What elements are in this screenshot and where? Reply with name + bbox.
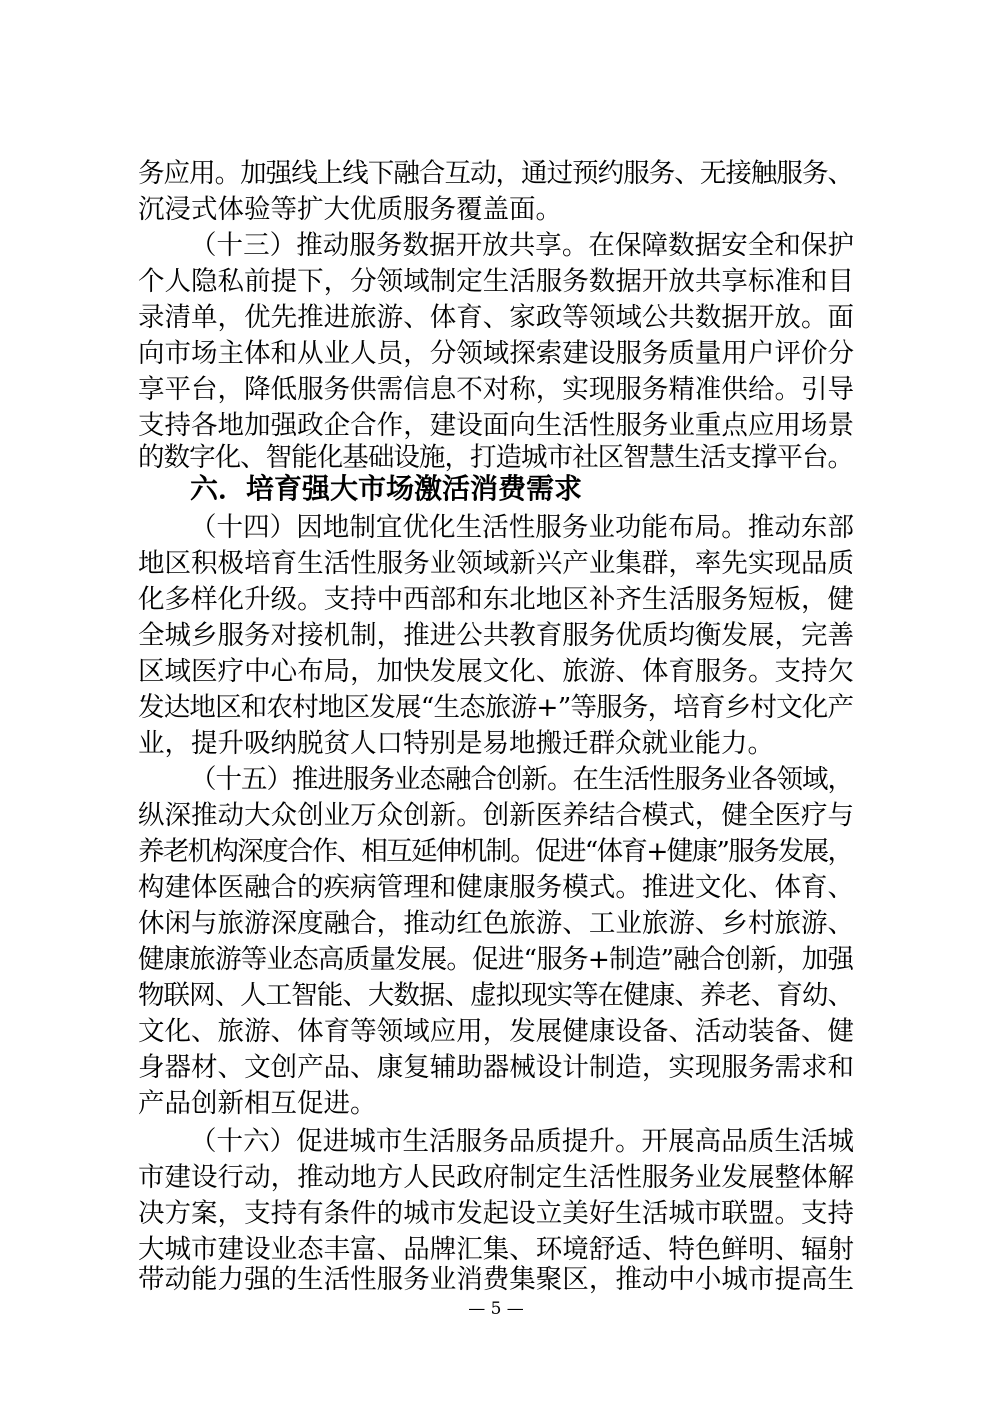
body-text-line: 务应用。加强线上线下融合互动，通过预约服务、无接触服务、	[138, 158, 854, 189]
body-text-line: 个人隐私前提下，分领域制定生活服务数据开放共享标准和目	[138, 266, 854, 297]
body-text-line: 化多样化升级。支持中西部和东北地区补齐生活服务短板，健	[138, 584, 854, 615]
body-text-line: 的数字化、智能化基础设施，打造城市社区智慧生活支撑平台。	[138, 442, 854, 473]
body-text-line: 产品创新相互促进。	[138, 1088, 377, 1119]
body-text-line: （十四）因地制宜优化生活性服务业功能布局。推动东部	[190, 512, 854, 543]
body-text-line: （十三）推动服务数据开放共享。在保障数据安全和保护	[190, 230, 854, 261]
body-text-line: （十五）推进服务业态融合创新。在生活性服务业各领域，	[190, 764, 853, 795]
body-text-line: 业，提升吸纳脱贫人口特别是易地搬迁群众就业能力。	[138, 728, 774, 759]
body-text-line: 发达地区和农村地区发展“生态旅游+”等服务，培育乡村文化产	[138, 692, 854, 723]
body-text-line: 决方案，支持有条件的城市发起设立美好生活城市联盟。支持	[138, 1198, 854, 1229]
body-text-line: 养老机构深度合作、相互延伸机制。促进“体育+健康”服务发展，	[138, 836, 853, 867]
body-text-line: 构建体医融合的疾病管理和健康服务模式。推进文化、体育、	[138, 872, 854, 903]
section-heading: 六．培育强大市场激活消费需求	[190, 472, 583, 505]
body-text-line: 区域医疗中心布局，加快发展文化、旅游、体育服务。支持欠	[138, 656, 854, 687]
body-text-line: 沉浸式体验等扩大优质服务覆盖面。	[138, 194, 562, 225]
page-number: — 5 —	[468, 1299, 524, 1319]
body-text-line: （十六）促进城市生活服务品质提升。开展高品质生活城	[190, 1126, 854, 1157]
body-text-line: 向市场主体和从业人员，分领域探索建设服务质量用户评价分	[138, 338, 854, 369]
body-text-line: 地区积极培育生活性服务业领域新兴产业集群，率先实现品质	[138, 548, 854, 579]
body-text-line: 休闲与旅游深度融合，推动红色旅游、工业旅游、乡村旅游、	[138, 908, 854, 939]
body-text-line: 享平台，降低服务供需信息不对称，实现服务精准供给。引导	[138, 374, 854, 405]
body-text-line: 身器材、文创产品、康复辅助器械设计制造，实现服务需求和	[138, 1052, 854, 1083]
body-text-line: 纵深推动大众创业万众创新。创新医养结合模式，健全医疗与	[138, 800, 854, 831]
body-text-line: 全城乡服务对接机制，推进公共教育服务优质均衡发展，完善	[138, 620, 854, 651]
body-text-line: 带动能力强的生活性服务业消费集聚区，推动中小城市提高生	[138, 1264, 854, 1295]
body-text-line: 录清单，优先推进旅游、体育、家政等领域公共数据开放。面	[138, 302, 854, 333]
body-text-line: 支持各地加强政企合作，建设面向生活性服务业重点应用场景	[138, 410, 854, 441]
body-text-line: 健康旅游等业态高质量发展。促进“服务+制造”融合创新，加强	[138, 944, 854, 975]
body-text-line: 市建设行动，推动地方人民政府制定生活性服务业发展整体解	[138, 1162, 854, 1193]
body-text-line: 文化、旅游、体育等领域应用，发展健康设备、活动装备、健	[138, 1016, 854, 1047]
body-text-line: 大城市建设业态丰富、品牌汇集、环境舒适、特色鲜明、辐射	[138, 1234, 854, 1265]
body-text-line: 物联网、人工智能、大数据、虚拟现实等在健康、养老、育幼、	[138, 980, 854, 1011]
